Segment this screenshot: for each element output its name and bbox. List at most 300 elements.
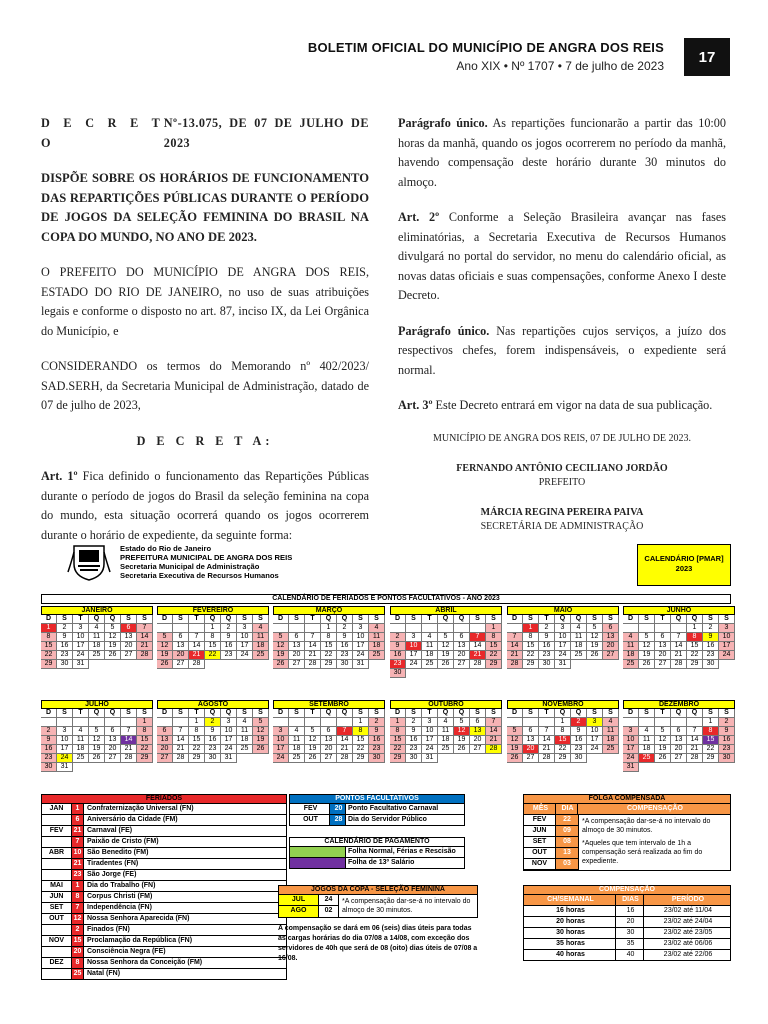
calendar-day: 23: [703, 651, 719, 660]
calendar-day: 19: [639, 651, 655, 660]
compensation-cell: 16: [616, 906, 644, 916]
weekday-header: Q: [687, 709, 703, 718]
calendar-day: 25: [623, 660, 639, 669]
calendar-day: 19: [305, 745, 321, 754]
calendar-day: 17: [57, 745, 73, 754]
empty-cell: [438, 624, 454, 633]
holiday-row: [41, 914, 287, 925]
empty-cell: [390, 624, 406, 633]
calendar-day: 14: [137, 633, 153, 642]
holiday-name: São Jorge (FE): [87, 871, 137, 878]
calendar-day: 28: [687, 754, 703, 763]
holidays-rows: [41, 804, 287, 980]
calendar-day: 16: [703, 642, 719, 651]
calendar-day: 6: [470, 718, 486, 727]
compensation-row: [523, 917, 731, 928]
holiday-name: Nossa Senhora da Conceição (FM): [87, 959, 203, 966]
weekday-header: Q: [321, 709, 337, 718]
calendar-day: 19: [157, 651, 173, 660]
calendar-day: 20: [321, 745, 337, 754]
month-name: OUTUBRO: [390, 700, 502, 709]
calendar-day: 6: [157, 727, 173, 736]
month-name: JULHO: [41, 700, 153, 709]
calendar-day: 28: [470, 660, 486, 669]
month-cell: JUL: [279, 895, 319, 905]
world-cup-body: [278, 895, 478, 918]
weekday-header: S: [121, 615, 137, 624]
decree-heading: [41, 114, 369, 153]
calendar-day: 29: [486, 660, 502, 669]
empty-cell: [671, 718, 687, 727]
calendar-day: 3: [353, 624, 369, 633]
calendar-day: 23: [571, 745, 587, 754]
calendar-day: 3: [587, 718, 603, 727]
calendar-day: 16: [406, 736, 422, 745]
calendar-day: 27: [157, 754, 173, 763]
calendar-day: 23: [337, 651, 353, 660]
holiday-name: Independência (FN): [87, 904, 152, 911]
calendar-day: 6: [523, 727, 539, 736]
calendar-day: 18: [89, 642, 105, 651]
calendar-day: 16: [539, 642, 555, 651]
calendar-day: 21: [507, 651, 523, 660]
paragraph-2-label: Parágrafo único.: [398, 323, 490, 338]
calendar-day: 20: [121, 642, 137, 651]
holiday-row: [41, 903, 287, 914]
calendar-day: 26: [639, 660, 655, 669]
calendar-day: 25: [369, 651, 385, 660]
day-cell: 09: [556, 826, 578, 836]
calendar-day: 27: [523, 754, 539, 763]
decree-word: D E C R E T O: [41, 116, 164, 150]
holiday-row: [41, 826, 287, 837]
compensation-cell: 23/02 até 11/04: [663, 907, 713, 914]
calendar-day: 2: [719, 718, 735, 727]
calendar-day: 5: [89, 727, 105, 736]
weekday-header: S: [703, 615, 719, 624]
calendar-day: 27: [173, 660, 189, 669]
calendar-badge: [637, 544, 731, 586]
calendar-day: 7: [305, 633, 321, 642]
holiday-day: 12: [72, 914, 84, 924]
calendar-day: 27: [671, 754, 687, 763]
weekday-header: S: [587, 709, 603, 718]
weekday-header: Q: [555, 709, 571, 718]
calendar-day: 6: [454, 633, 470, 642]
calendar-day: 13: [173, 642, 189, 651]
world-cup-compensation: A compensação se dará em 06 (seis) dias úteis para todas as cargas horárias do dia 07/08 a 14/08, com exceção dos servidores de 40h que será de 08 (oito) dias úteis de 07/08 a 16/08.: [278, 925, 478, 962]
calendar-day: 10: [719, 633, 735, 642]
calendar-day: 29: [321, 660, 337, 669]
empty-cell: [454, 624, 470, 633]
calendar-day: 28: [305, 660, 321, 669]
calendar-day: 4: [603, 718, 619, 727]
holiday-name: Nossa Senhora Aparecida (FN): [87, 915, 190, 922]
holiday-day: 1: [72, 881, 84, 891]
weekday-header: Q: [205, 709, 221, 718]
compensated-leave-title: FOLGA COMPENSADA: [523, 794, 731, 804]
calendar-day: 6: [121, 624, 137, 633]
month-grid: [507, 709, 619, 763]
calendar-day: 27: [321, 754, 337, 763]
month-fevereiro: [157, 606, 269, 669]
calendar-day: 5: [253, 718, 269, 727]
calendar-day: 15: [137, 736, 153, 745]
calendar-day: 25: [237, 745, 253, 754]
weekday-header: S: [57, 615, 73, 624]
calendar-day: 17: [406, 651, 422, 660]
calendar-day: 8: [137, 727, 153, 736]
calendar-day: 5: [273, 633, 289, 642]
calendar-day: 24: [406, 660, 422, 669]
calendar-day: 21: [671, 651, 687, 660]
month-cell: NOV: [524, 859, 556, 869]
weekday-header: S: [523, 709, 539, 718]
calendar-day: 15: [353, 736, 369, 745]
calendar-day: 14: [687, 736, 703, 745]
holiday-day: 6: [72, 815, 84, 825]
table-row: [289, 858, 465, 869]
weekday-header: T: [305, 709, 321, 718]
calendar-day: 3: [406, 633, 422, 642]
empty-cell: [73, 718, 89, 727]
purple-swatch: [290, 858, 346, 868]
month-grid: [41, 709, 153, 772]
paragraph-2-text: Nas repartições cujos serviços, a juízo dos respectivos chefes, forem indispensáveis, o expediente será normal.: [398, 323, 726, 377]
compensation-row: [523, 928, 731, 939]
month-janeiro: [41, 606, 153, 669]
calendar-day: 14: [305, 642, 321, 651]
calendar-day: 13: [157, 736, 173, 745]
calendar-day: 29: [137, 754, 153, 763]
bulletin-subtitle: Ano XIX • Nº 1707 • 7 de julho de 2023: [456, 59, 664, 73]
month-name: NOVEMBRO: [507, 700, 619, 709]
calendar-day: 29: [703, 754, 719, 763]
calendar-day: 30: [57, 660, 73, 669]
holiday-name: Tiradentes (FN): [87, 860, 139, 867]
compensation-cell: 23/02 até 06/06: [663, 940, 713, 947]
calendar-day: 14: [486, 727, 502, 736]
weekday-header: Q: [555, 615, 571, 624]
month-name: JANEIRO: [41, 606, 153, 615]
weekday-header: S: [353, 709, 369, 718]
weekday-header: Q: [205, 615, 221, 624]
calendar-day: 13: [603, 633, 619, 642]
calendar-day: 15: [205, 642, 221, 651]
holiday-day: 8: [72, 958, 84, 968]
compensated-leave-table: [523, 794, 731, 871]
holiday-day: 20: [72, 947, 84, 957]
calendar-day: 11: [623, 642, 639, 651]
calendar-day: 3: [555, 624, 571, 633]
holiday-day: 2: [72, 925, 84, 935]
weekday-header: D: [623, 615, 639, 624]
calendar-day: 6: [603, 624, 619, 633]
calendar-day: 25: [73, 754, 89, 763]
calendar-day: 25: [438, 745, 454, 754]
compensation-cell: 20: [616, 917, 644, 927]
compensation-cell: 23/02 até 23/05: [663, 929, 713, 936]
holiday-month: OUT: [42, 914, 72, 924]
calendar-day: 31: [221, 754, 237, 763]
calendar-day: 7: [470, 633, 486, 642]
calendar-day: 2: [337, 624, 353, 633]
calendar-day: 25: [422, 660, 438, 669]
holiday-row: [41, 969, 287, 980]
table-row: [289, 804, 465, 815]
calendar-day: 8: [41, 633, 57, 642]
month-grid: [390, 709, 502, 763]
decreta-heading: D E C R E T A:: [136, 433, 274, 448]
col-header: CH/SEMANAL: [524, 895, 616, 905]
calendar-day: 26: [273, 660, 289, 669]
compensation-row: [523, 950, 731, 961]
empty-cell: [289, 718, 305, 727]
empty-cell: [671, 624, 687, 633]
table-row: [279, 895, 339, 906]
article-2-label: Art. 2º: [398, 210, 440, 224]
calendar-day: 21: [137, 642, 153, 651]
payment-table: [289, 837, 465, 869]
calendar-day: 12: [639, 642, 655, 651]
calendar-day: 23: [539, 651, 555, 660]
holiday-row: [41, 804, 287, 815]
weekday-header: T: [189, 709, 205, 718]
calendar-day: 26: [253, 745, 269, 754]
calendar-day: 14: [671, 642, 687, 651]
calendar-day: 11: [422, 642, 438, 651]
holiday-month: DEZ: [42, 958, 72, 968]
calendar-day: 13: [470, 727, 486, 736]
calendar-day: 27: [603, 651, 619, 660]
holiday-name: Dia do Trabalho (FN): [87, 882, 156, 889]
calendar-day: 4: [571, 624, 587, 633]
calendar-day: 13: [289, 642, 305, 651]
calendar-day: 16: [221, 642, 237, 651]
signature-secretary: [398, 506, 726, 534]
calendar-day: 10: [587, 727, 603, 736]
weekday-header: T: [305, 615, 321, 624]
holiday-month: [42, 837, 72, 847]
calendar-day: 18: [289, 745, 305, 754]
article-3-label: Art. 3º: [398, 398, 433, 412]
calendar-day: 30: [571, 754, 587, 763]
calendar-day: 24: [422, 745, 438, 754]
holiday-month: JAN: [42, 804, 72, 814]
calendar-day: 4: [289, 727, 305, 736]
calendar-day: 16: [369, 736, 385, 745]
calendar-day: 19: [253, 736, 269, 745]
calendar-day: 21: [121, 745, 137, 754]
weekday-header: S: [173, 709, 189, 718]
calendar-day: 15: [555, 736, 571, 745]
month-cell: FEV: [290, 804, 330, 814]
empty-cell: [623, 718, 639, 727]
calendar-day: 1: [205, 624, 221, 633]
calendar-day: 30: [539, 660, 555, 669]
right-column: [398, 114, 726, 550]
month-cell: JUN: [524, 826, 556, 836]
compensation-cell: 30: [616, 928, 644, 938]
weekday-header: S: [639, 709, 655, 718]
calendar-day: 4: [639, 727, 655, 736]
calendar-day: 19: [89, 745, 105, 754]
calendar-day: 12: [587, 633, 603, 642]
calendar-day: 6: [671, 727, 687, 736]
holiday-name: Natal (FN): [87, 970, 121, 977]
calendar-day: 19: [454, 736, 470, 745]
compensation-row: [523, 906, 731, 917]
compensation-cell: 16 horas: [524, 906, 616, 916]
weekday-header: Q: [105, 615, 121, 624]
weekday-header: Q: [221, 709, 237, 718]
compensated-leave-row: [524, 848, 578, 859]
empty-cell: [539, 718, 555, 727]
world-cup-note: *A compensação dar-se-á no intervalo do almoço de 30 minutos.: [342, 898, 471, 914]
holiday-row: [41, 892, 287, 903]
holiday-row: [41, 815, 287, 826]
day-cell: 03: [556, 859, 578, 869]
calendar-day: 24: [237, 651, 253, 660]
holiday-name: Finados (FN): [87, 926, 130, 933]
calendar-day: 19: [273, 651, 289, 660]
calendar-day: 4: [89, 624, 105, 633]
calendar-day: 18: [603, 736, 619, 745]
month-cell: AGO: [279, 906, 319, 917]
calendar-day: 2: [221, 624, 237, 633]
article-3: [398, 396, 726, 416]
table-header-row: [523, 895, 731, 906]
compensation-cell: 35 horas: [524, 939, 616, 949]
calendar-day: 23: [390, 660, 406, 669]
payment-title: CALENDÁRIO DE PAGAMENTO: [289, 837, 465, 847]
table-row: [279, 906, 339, 917]
calendar-day: 26: [305, 754, 321, 763]
empty-cell: [321, 718, 337, 727]
calendar-day: 4: [369, 624, 385, 633]
month-agosto: [157, 700, 269, 763]
calendar-day: 1: [137, 718, 153, 727]
holiday-day: 7: [72, 837, 84, 847]
col-header: PERÍODO: [671, 896, 705, 903]
weekday-header: S: [406, 615, 422, 624]
month-setembro: [273, 700, 385, 763]
calendar-day: 28: [121, 754, 137, 763]
holiday-row: [41, 958, 287, 969]
calendar-day: 26: [655, 754, 671, 763]
month-grid: [623, 615, 735, 669]
calendar-badge-year: 2023: [675, 564, 693, 573]
empty-cell: [523, 718, 539, 727]
empty-cell: [121, 718, 137, 727]
holiday-day: 7: [72, 903, 84, 913]
weekday-header: S: [703, 709, 719, 718]
weekday-header: D: [507, 709, 523, 718]
calendar-day: 1: [321, 624, 337, 633]
organization-block: [120, 544, 292, 580]
calendar-day: 4: [623, 633, 639, 642]
calendar-day: 20: [105, 745, 121, 754]
calendar-day: 12: [157, 642, 173, 651]
empty-cell: [406, 624, 422, 633]
signature-mayor: [398, 462, 726, 490]
weekday-header: Q: [454, 615, 470, 624]
calendar-day: 2: [369, 718, 385, 727]
calendar-day: 10: [57, 736, 73, 745]
secretary-role: SECRETÁRIA DE ADMINISTRAÇÃO: [480, 520, 644, 532]
weekday-header: S: [173, 615, 189, 624]
calendar-day: 8: [321, 633, 337, 642]
month-cell: SET: [524, 837, 556, 847]
weekday-header: S: [639, 615, 655, 624]
holiday-name: Consciência Negra (FE): [87, 948, 166, 955]
calendar-day: 19: [587, 642, 603, 651]
weekday-header: S: [719, 615, 735, 624]
calendar-day: 31: [422, 754, 438, 763]
calendar-day: 1: [189, 718, 205, 727]
holiday-name: Confraternização Universal (FN): [87, 805, 194, 812]
optional-days-table: [289, 794, 465, 826]
holiday-row: [41, 947, 287, 958]
empty-cell: [105, 718, 121, 727]
calendar-day: 20: [655, 651, 671, 660]
empty-cell: [639, 624, 655, 633]
calendar-day: 11: [369, 633, 385, 642]
calendar-day: 27: [655, 660, 671, 669]
calendar-day: 9: [390, 642, 406, 651]
holiday-row: [41, 848, 287, 859]
calendar-day: 11: [253, 633, 269, 642]
empty-cell: [273, 624, 289, 633]
calendar-day: 22: [390, 745, 406, 754]
holiday-month: [42, 815, 72, 825]
calendar-day: 18: [422, 651, 438, 660]
calendar-day: 13: [671, 736, 687, 745]
weekday-header: S: [470, 709, 486, 718]
calendar-day: 8: [703, 727, 719, 736]
calendar-day: 14: [189, 642, 205, 651]
mayor-role: PREFEITO: [538, 476, 586, 488]
weekday-header: D: [390, 709, 406, 718]
empty-cell: [157, 718, 173, 727]
calendar-day: 9: [406, 727, 422, 736]
empty-cell: [422, 624, 438, 633]
calendar-day: 31: [555, 660, 571, 669]
holiday-day: 1: [72, 804, 84, 814]
holiday-month: JUN: [42, 892, 72, 902]
compensation-cell: 40 horas: [524, 950, 616, 960]
calendar-day: 26: [105, 651, 121, 660]
payment-label: Folha de 13º Salário: [348, 859, 415, 866]
calendar-day: 26: [89, 754, 105, 763]
calendar-day: 6: [105, 727, 121, 736]
calendar-day: 23: [205, 745, 221, 754]
compensated-leave-row: [524, 837, 578, 848]
article-1-label: Art. 1º: [41, 469, 78, 483]
empty-cell: [623, 624, 639, 633]
holiday-name: Corpus Christi (FM): [87, 893, 153, 900]
compensation-cell: 40: [616, 950, 644, 960]
calendar-day: 15: [523, 642, 539, 651]
calendar-day: 8: [205, 633, 221, 642]
calendar-day: 8: [353, 727, 369, 736]
calendar-day: 28: [173, 754, 189, 763]
calendar-day: 2: [390, 633, 406, 642]
day-cell: 20: [330, 804, 346, 814]
calendar-day: 29: [687, 660, 703, 669]
decree-number: Nº-13.075, DE 07 DE JULHO DE 2023: [163, 116, 369, 150]
month-outubro: [390, 700, 502, 763]
